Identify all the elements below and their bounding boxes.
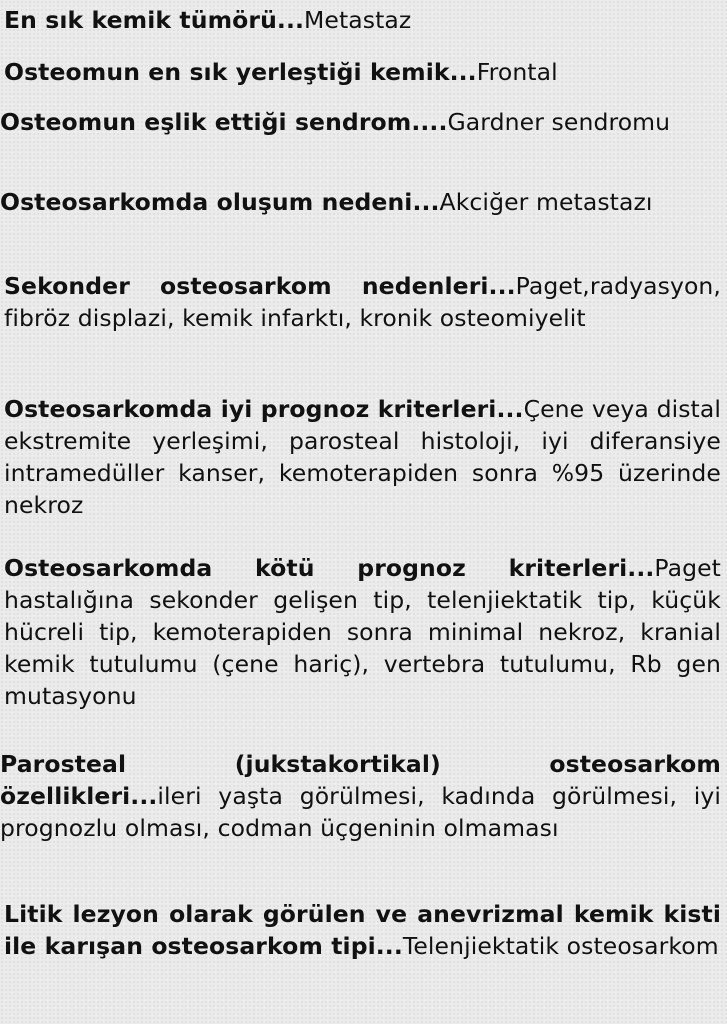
entry-answer: Çene veya distal ekstremite yerleşimi, parosteal histoloji, iyi diferansiye intramedüller kanser, kemoterapiden sonra %95 üzerinde nekroz [4, 395, 722, 519]
entry-good-prognosis-criteria [4, 393, 721, 521]
entry-question: Osteosarkomda oluşum nedeni [0, 188, 413, 216]
entry-telangiectatic-osteosarcoma [4, 898, 721, 962]
entry-separator: ... [496, 395, 524, 423]
entry-secondary-osteosarcoma-causes [4, 270, 721, 334]
entry-question: En sık kemik tümörü [4, 6, 277, 34]
entry-question: Litik lezyon olarak görülen ve anevrizmal kemik kisti ile karışan osteosarkom tipi [4, 900, 721, 960]
entry-separator: ... [449, 58, 477, 86]
entry-answer: Frontal [476, 58, 558, 86]
entry-answer: Telenjiektatik osteosarkom [402, 932, 719, 960]
entry-answer: Gardner sendromu [447, 108, 671, 136]
entry-question: Osteomun eşlik ettiği sendrom [0, 108, 412, 136]
entry-separator: ... [627, 554, 655, 582]
entry-answer: ileri yaşta görülmesi, kadında görülmesi, iyi prognozlu olması, codman üçgeninin olmaması [0, 782, 721, 842]
entry-separator: ... [130, 782, 158, 810]
entry-separator: ... [412, 188, 440, 216]
entry-osteoma-syndrome [0, 106, 721, 138]
entry-poor-prognosis-criteria [4, 552, 721, 712]
entry-question: Osteosarkomda kötü prognoz kriterleri [4, 554, 628, 582]
entry-question: Osteomun en sık yerleştiği kemik [4, 58, 450, 86]
entry-separator: ... [276, 6, 305, 34]
entry-question: Osteosarkomda iyi prognoz kriterleri [4, 395, 497, 423]
entry-most-common-bone-tumor [4, 4, 721, 36]
entry-separator: .... [411, 108, 448, 136]
entry-answer: Metastaz [304, 6, 412, 34]
entry-osteoma-location [4, 56, 721, 88]
entry-osteosarcoma-cause [0, 186, 721, 218]
entry-answer: Akciğer metastazı [439, 188, 653, 216]
entry-parosteal-osteosarcoma-features [0, 748, 721, 844]
entry-separator: ... [375, 932, 403, 960]
entry-question: Parosteal (jukstakortikal) osteosarkom özellikleri [0, 750, 721, 810]
entry-answer: Paget hastalığına sekonder gelişen tip, telenjiektatik tip, küçük hücreli tip, kemoterapiden sonra minimal nekroz, kranial kemik tutulumu (çene hariç), vertebra tutulumu, Rb gen mutasyonu [4, 554, 721, 710]
entry-question: Sekonder osteosarkom nedenleri [4, 272, 489, 300]
entry-answer: Paget,radyasyon, fibröz displazi, kemik infarktı, kronik osteomiyelit [4, 272, 721, 332]
entry-separator: ... [488, 272, 516, 300]
